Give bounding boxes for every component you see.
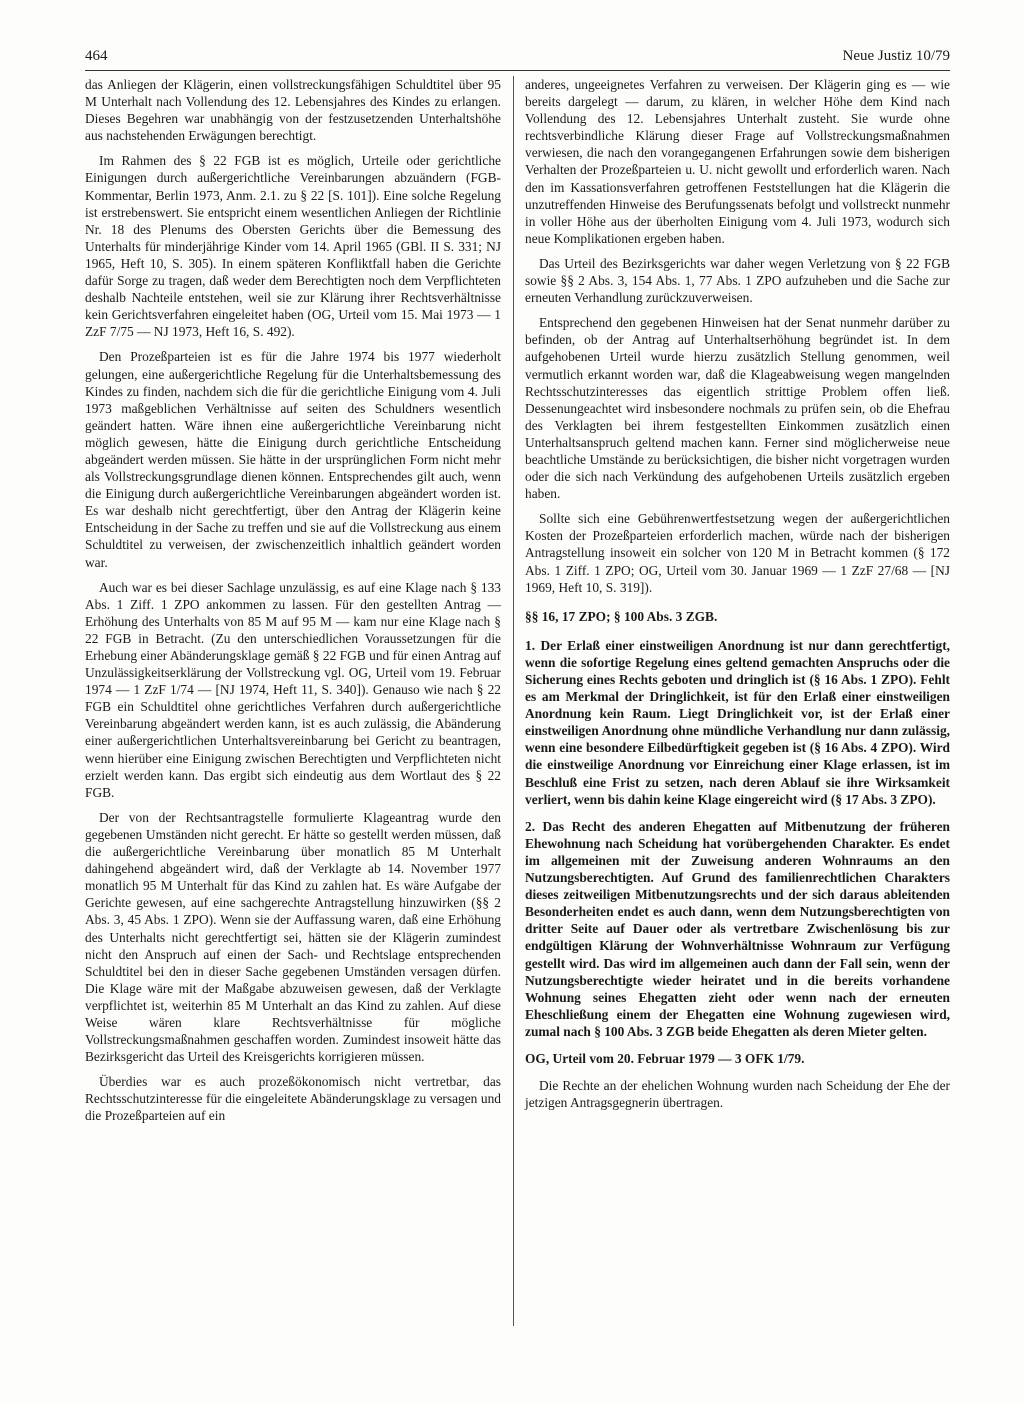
paragraph: Der von der Rechtsantragstelle formulierte Klageantrag wurde den gegebenen Umständen nicht gerecht. Er hätte so gestellt werden müssen, daß die außergerichtliche Vereinbarung über monatlich 85 M Unterhalt dahingehend abgeändert wird, daß der Verklagte ab 14. November 1977 monatlich 95 M Unterhalt für das Kind zu zahlen hat. Es wäre Aufgabe der Gerichte gewesen, auf eine sachgerechte Antragstellung hinzuwirken (§§ 2 Abs. 3, 45 Abs. 1 ZPO). Wenn sie der Auffassung waren, daß eine Erhöhung des Unterhalts nicht gerechtfertigt sei, hätten sie der Klägerin zumindest nicht den Anspruch auf einen der Sach- und Rechtslage entsprechenden Schuldtitel bei den in dieser Sache gegebenen Umständen versagen dürfen. Die Klage wäre mit der Maßgabe abzuweisen gewesen, daß der Verklagte verpflichtet ist, weiterhin 85 M Unterhalt an das Kind zu zahlen. Auf diese Weise wären klare Rechtsverhältnisse für mögliche Vollstreckungsmaßnahmen geschaffen worden. Zumindest insoweit hätte das Bezirksgericht das Urteil des Kreisgerichts korrigieren müssen. (85, 809, 501, 1065)
paragraph: Die Rechte an der ehelichen Wohnung wurden nach Scheidung der Ehe der jetzigen Antragsgegnerin übertragen. (525, 1078, 950, 1111)
paragraph: das Anliegen der Klägerin, einen vollstreckungsfähigen Schuldtitel über 95 M Unterhalt nach Vollendung des 12. Lebensjahres des Kindes zu erlangen. Dieses Begehren war unabhängig von der festzusetzenden Unterhaltshöhe aus nachstehenden Erwägungen berechtigt. (85, 77, 501, 144)
paragraph: anderes, ungeeignetes Verfahren zu verweisen. Der Klägerin ging es — wie bereits dargelegt — darum, zu klären, in welcher Höhe dem Kind nach Vollendung des 12. Lebensjahres Unterhalt zusteht. Sie wurde ohne rechtsverbindliche Klärung dieser Frage auf Vollstreckungsmaßnahmen verwiesen, die nach den vorangegangenen Erfahrungen sowie dem bisherigen Verhalten der Prozeßparteien u. U. nicht gewollt und erforderlich waren. Nach den im Kassationsverfahren getroffenen Feststellungen hat die Klägerin die unzutreffenden Hinweise des Berufungssenats befolgt und vollstreckt nunmehr in voller Höhe aus der überholten Einigung vom 4. Juli 1973, wodurch sich neue Komplikationen ergeben haben. (525, 77, 950, 246)
paragraph: Auch war es bei dieser Sachlage unzulässig, es auf eine Klage nach § 133 Abs. 1 Ziff. 1 ZPO ankommen zu lassen. Für den gestellten Antrag — Erhöhung des Unterhalts von 85 M auf 95 M — kam nur eine Klage nach § 22 FGB in Betracht. (Zu den unterschiedlichen Voraussetzungen für die Erhebung einer Abänderungsklage gemäß § 22 FGB und für einen Antrag auf Unzulässigkeitserklärung der Vollstreckung vgl. OG, Urteil vom 19. Februar 1974 — 1 ZzF 1/74 — [NJ 1974, Heft 11, S. 340]). Genauso wie nach § 22 FGB ein Schuldtitel ohne gerichtliches Verfahren durch außergerichtliche Vereinbarung abgeändert werden kann, ist es auch zulässig, die Abänderung einer außergerichtlichen Unterhaltsvereinbarung bei Gericht zu beantragen, wenn hierüber eine Einigung zwischen Berechtigten und Verpflichteten nicht erzielt werden kann. Das ergibt sich eindeutig aus dem Wortlaut des § 22 FGB. (85, 579, 501, 800)
paragraph: Überdies war es auch prozeßökonomisch nicht vertretbar, das Rechtsschutzinteresse für die eingeleitete Abänderungsklage zu versagen und die Prozeßparteien auf ein (85, 1074, 501, 1124)
paragraph: Sollte sich eine Gebührenwertfestsetzung wegen der außergerichtlichen Kosten der Prozeßparteien erforderlich machen, würde nach der bisherigen Antragstellung insoweit ein solcher von 120 M in Betracht kommen (§ 172 Abs. 1 Ziff. 1 ZPO; OG, Urteil vom 30. Januar 1969 — 1 ZzF 27/68 — [NJ 1969, Heft 10, S. 319]). (525, 511, 950, 595)
journal-title: Neue Justiz 10/79 (842, 48, 950, 64)
paragraph: Den Prozeßparteien ist es für die Jahre 1974 bis 1977 wiederholt gelungen, eine außergerichtliche Regelung für die Unterhaltsbemessung des Kindes zu finden, nachdem sich die für die gerichtliche Einigung vom 4. Juli 1973 maßgeblichen Verhältnisse auf seiten des Schuldners wesentlich geändert hatten. Wäre ihnen eine außergerichtliche Vereinbarung nicht möglich gewesen, hätte die Einigung durch gerichtliche Entscheidung abgeändert werden müssen. Sie hätte in der ursprünglichen Form nicht mehr als Vollstreckungsgrundlage dienen können. Entsprechendes gilt auch, wenn die Einigung durch außergerichtliche Vereinbarungen abgeändert worden ist. Es war deshalb nicht gerechtfertigt, über den Antrag der Klägerin keine Entscheidung in der Sache zu treffen und sie auf die Vollstreckung aus einem Schuldtitel zu verweisen, der zwischenzeitlich inhaltlich geändert worden war. (85, 349, 501, 570)
paragraph: Das Urteil des Bezirksgerichts war daher wegen Verletzung von § 22 FGB sowie §§ 2 Abs. 3, 154 Abs. 1, 77 Abs. 1 ZPO aufzuheben und die Sache zur erneuten Verhandlung zurückzuverweisen. (525, 255, 950, 306)
paragraph: Im Rahmen des § 22 FGB ist es möglich, Urteile oder gerichtliche Einigungen durch außergerichtliche Vereinbarungen abzuändern (FGB-Kommentar, Berlin 1973, Anm. 2.1. zu § 22 [S. 101]). Eine solche Regelung ist erstrebenswert. Sie entspricht einem wesentlichen Anliegen der Richtlinie Nr. 18 des Plenums des Obersten Gerichts über die Bemessung des Unterhalts für minderjährige Kinder vom 14. April 1965 (GBl. II S. 331; NJ 1965, Heft 10, S. 305). In einem späteren Konfliktfall haben die Gerichte dafür Sorge zu tragen, daß weder dem Berechtigten noch dem Verpflichteten deshalb Nachteile entstehen, weil sie zur Klärung ihrer Rechtsverhältnisse kein Gerichtsverfahren eingeleitet haben (OG, Urteil vom 15. Mai 1973 — 1 ZzF 7/75 — NJ 1973, Heft 16, S. 492). (85, 153, 501, 340)
headnote: 1. Der Erlaß einer einstweiligen Anordnung ist nur dann gerechtfertigt, wenn die sofortige Regelung eines geltend gemachten Anspruchs oder die Sicherung eines Rechts geboten und dringlich ist (§ 16 Abs. 1 ZPO). Fehlt es am Merkmal der Dringlichkeit, ist für den Erlaß einer einstweiligen Anordnung kein Raum. Liegt Dringlichkeit vor, ist der Erlaß einer einstweiligen Anordnung ohne mündliche Verhandlung nur dann zulässig, wenn eine besondere Eilbedürftigkeit gegeben ist (§ 16 Abs. 4 ZPO). Wird die einstweilige Anordnung vor Einreichung einer Klage erlassen, ist im Beschluß eine Frist zu setzen, nach deren Ablauf sie ihre Wirksamkeit verliert, wenn bis dahin keine Klage eingereicht wird (§ 17 Abs. 3 ZPO). (525, 637, 950, 807)
headnote: 2. Das Recht des anderen Ehegatten auf Mitbenutzung der früheren Ehewohnung nach Scheidung hat vorübergehenden Charakter. Es endet im allgemeinen mit der Zuweisung anderen Wohnraums an den Nutzungsberechtigten. Auf Grund des familienrechtlichen Charakters dieses zeitweiligen Mitbenutzungsrechts und der sich daraus ableitenden Besonderheiten endet es auch dann, wenn dem Nutzungsberechtigten von dritter Seite auf Dauer oder als vertretbare Zwischenlösung bis zur endgültigen Klärung der Wohnverhältnisse Wohnraum zur Verfügung gestellt wird. Das wird im allgemeinen auch dann der Fall sein, wenn der Nutzungsberechtigte wieder heiratet und in die bereits vorhandene Wohnung seines Ehegatten zieht oder wenn nach der erneuten Eheschließung einem der Ehegatten eine Wohnung zugewiesen wird, zumal nach § 100 Abs. 3 ZGB beide Ehegatten als deren Mieter gelten. (525, 818, 950, 1039)
left-column (85, 76, 501, 1133)
section-heading: §§ 16, 17 ZPO; § 100 Abs. 3 ZGB. (525, 608, 718, 624)
right-column (525, 76, 950, 1119)
court-ruling-citation: OG, Urteil vom 20. Februar 1979 — 3 OFK 1/79. (525, 1050, 805, 1066)
column-divider (513, 76, 514, 1326)
paragraph: Entsprechend den gegebenen Hinweisen hat der Senat nunmehr darüber zu befinden, ob der Antrag auf Unterhaltserhöhung begründet ist. In dem aufgehobenen Urteil wurde hierzu zusätzlich Stellung genommen, weil vermutlich erkannt worden war, daß die Klageabweisung wegen mangelnden Rechtsschutzinteresses das eigentlich strittige Problem offen ließ. Dessenungeachtet wird insbesondere nochmals zu prüfen sein, ob die Ehefrau des Verklagten bei ihrem festgestellten Einkommen zusätzlich einen Unterhaltsanspruch geltend machen kann. Ferner sind möglicherweise neue beachtliche Umstände zu berücksichtigen, die bisher nicht vorgetragen wurden oder die sich nach Verkündung des aufgehobenen Urteils zusätzlich ergeben haben. (525, 315, 950, 502)
page-header (85, 48, 950, 71)
page-number: 464 (85, 48, 108, 64)
